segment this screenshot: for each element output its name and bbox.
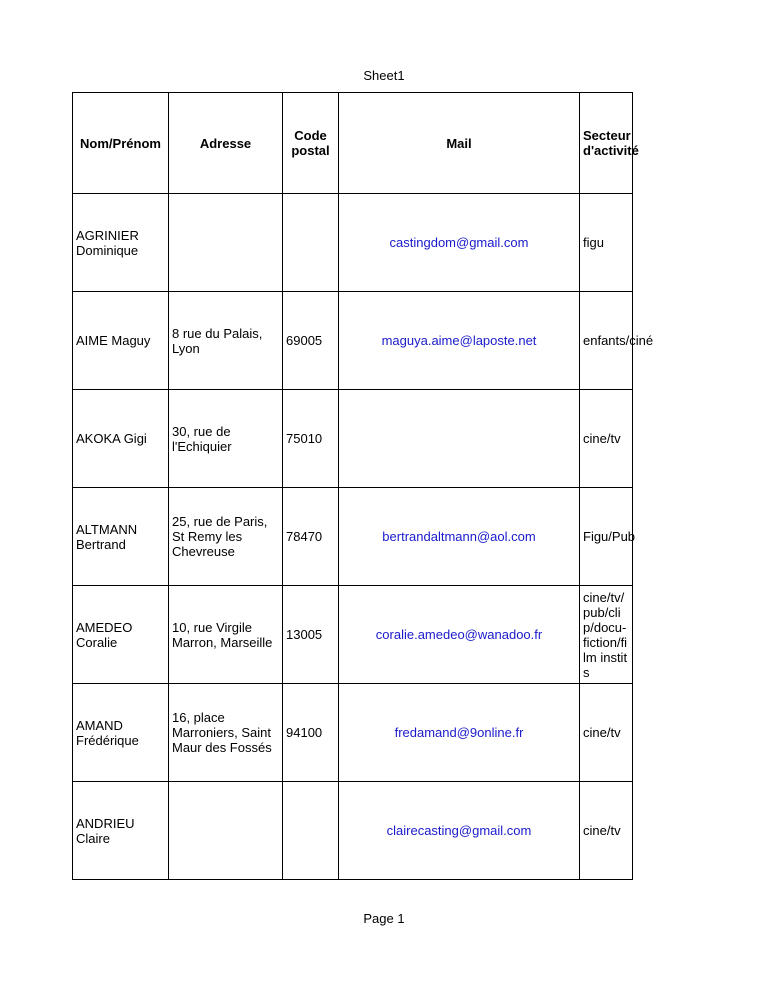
cell-nom: ALTMANN Bertrand (73, 488, 169, 586)
cell-nom: AIME Maguy (73, 292, 169, 390)
table-row (73, 488, 633, 586)
header-adresse: Adresse (169, 93, 283, 194)
cell-secteur: cine/tv/pub/clip/docu-fiction/film instits (580, 586, 633, 684)
cell-nom: AMAND Frédérique (73, 684, 169, 782)
cell-code-postal (283, 194, 339, 292)
cell-secteur: enfants/ciné (580, 292, 633, 390)
sheet-title: Sheet1 (363, 68, 405, 83)
header-code-postal: Code postal (283, 93, 339, 194)
cell-mail-link[interactable]: coralie.amedeo@wanadoo.fr (339, 586, 580, 684)
cell-mail-link[interactable]: clairecasting@gmail.com (339, 782, 580, 880)
table-row (73, 390, 633, 488)
cell-code-postal: 69005 (283, 292, 339, 390)
table-row (73, 684, 633, 782)
cell-secteur: Figu/Pub (580, 488, 633, 586)
page-footer: Page 1 (363, 911, 405, 926)
cell-adresse (169, 194, 283, 292)
cell-mail-link[interactable] (339, 390, 580, 488)
cell-secteur: figu (580, 194, 633, 292)
cell-nom: AGRINIER Dominique (73, 194, 169, 292)
cell-secteur: cine/tv (580, 782, 633, 880)
cell-code-postal (283, 782, 339, 880)
cell-code-postal: 75010 (283, 390, 339, 488)
table-row (73, 194, 633, 292)
header-mail: Mail (339, 93, 580, 194)
cell-adresse: 8 rue du Palais, Lyon (169, 292, 283, 390)
cell-adresse (169, 782, 283, 880)
cell-adresse: 16, place Marroniers, Saint Maur des Fossés (169, 684, 283, 782)
header-row (73, 93, 633, 194)
cell-code-postal: 13005 (283, 586, 339, 684)
cell-mail-link[interactable]: castingdom@gmail.com (339, 194, 580, 292)
cell-mail-link[interactable]: maguya.aime@laposte.net (339, 292, 580, 390)
cell-nom: ANDRIEU Claire (73, 782, 169, 880)
contacts-table (72, 92, 654, 880)
cell-adresse: 10, rue Virgile Marron, Marseille (169, 586, 283, 684)
cell-mail-link[interactable]: bertrandaltmann@aol.com (339, 488, 580, 586)
header-secteur: Secteur d'activité (580, 93, 633, 194)
cell-secteur: cine/tv (580, 390, 633, 488)
cell-secteur: cine/tv (580, 684, 633, 782)
table-row (73, 782, 633, 880)
cell-code-postal: 78470 (283, 488, 339, 586)
table-row (73, 586, 633, 684)
cell-nom: AKOKA Gigi (73, 390, 169, 488)
table-row (73, 292, 633, 390)
cell-adresse: 30, rue de l'Echiquier (169, 390, 283, 488)
header-nom: Nom/Prénom (73, 93, 169, 194)
cell-nom: AMEDEO Coralie (73, 586, 169, 684)
cell-mail-link[interactable]: fredamand@9online.fr (339, 684, 580, 782)
cell-code-postal: 94100 (283, 684, 339, 782)
cell-adresse: 25, rue de Paris, St Remy les Chevreuse (169, 488, 283, 586)
